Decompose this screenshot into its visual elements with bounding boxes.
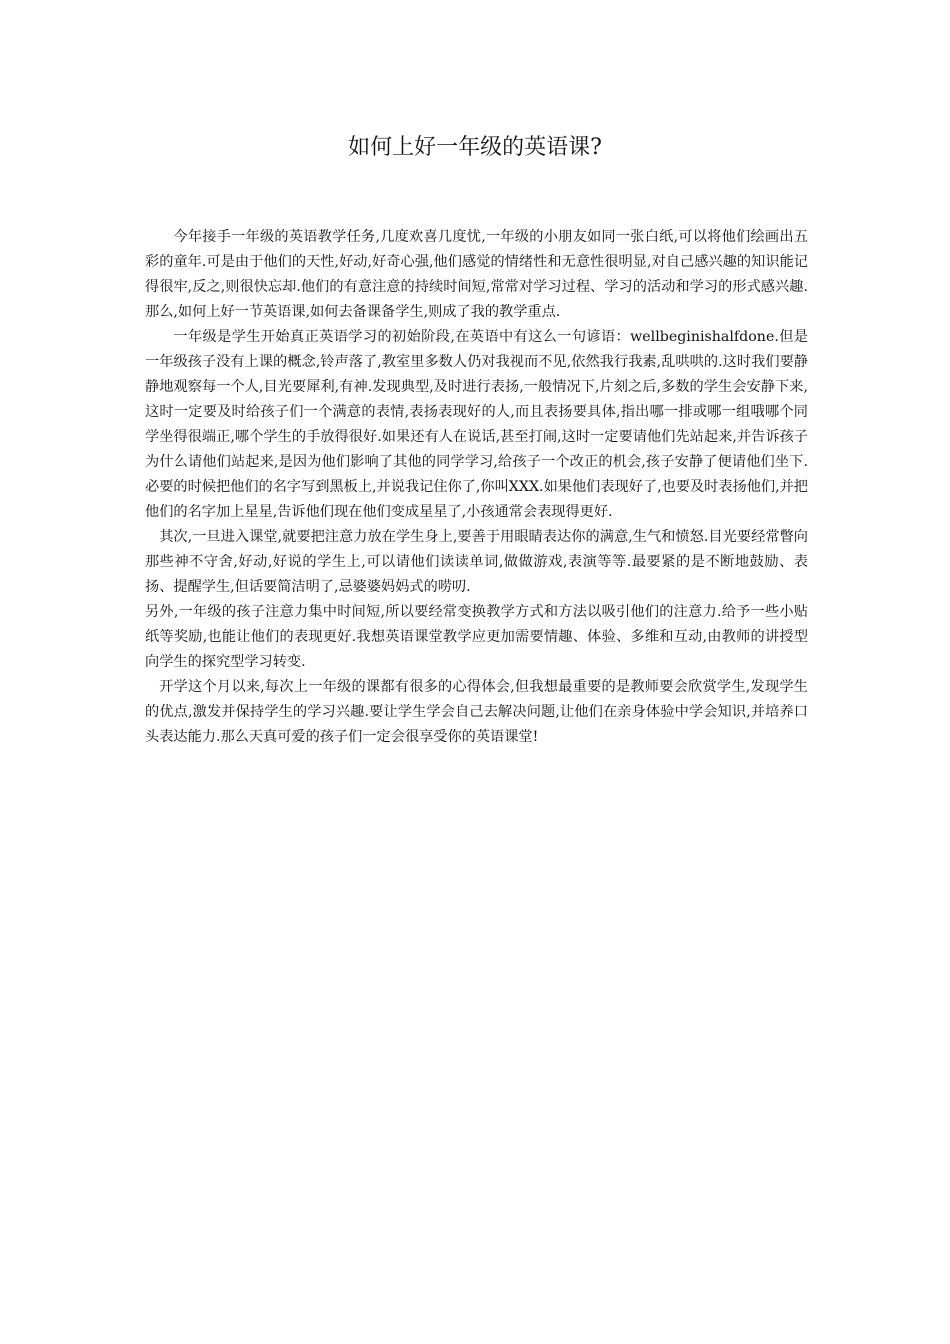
paragraph-teaching-methods: 另外,一年级的孩子注意力集中时间短,所以要经常变换教学方式和方法以吸引他们的注意力.给予一些小贴纸等奖励,也能让他们的表现更好.我想英语课堂教学应更加需要情趣、体验、多维和互动,由教师的讲授型向学生的探究型学习转变. <box>145 604 808 670</box>
document-body <box>145 225 808 750</box>
paragraph-intro: 今年接手一年级的英语教学任务,几度欢喜几度忧,一年级的小朋友如同一张白纸,可以将他们绘画出五彩的童年.可是由于他们的天性,好动,好奇心强,他们感觉的情绪性和无意性很明显,对自己感兴趣的知识能记得很牢,反之,则很快忘却.他们的有意注意的持续时间短,常常对学习过程、学习的活动和学习的形式感兴趣.那么,如何上好一节英语课,如何去备课备学生,则成了我的教学重点. <box>145 229 808 320</box>
document-title: 如何上好一年级的英语课? <box>348 135 602 160</box>
paragraph-classroom-discipline: 一年级是学生开始真正英语学习的初始阶段,在英语中有这么一句谚语：wellbeginishalfdone.但是一年级孩子没有上课的概念,铃声落了,教室里多数人仍对我视而不见,依然我行我素,乱哄哄的.这时我们要静静地观察每一个人,目光要犀利,有神.发现典型,及时进行表扬,一般情况下,片刻之后,多数的学生会安静下来,这时一定要及时给孩子们一个满意的表情,表扬表现好的人,而且表扬要具体,指出哪一排或哪一组哦哪个同学坐得很端正,哪个学生的手放得很好.如果还有人在说话,甚至打闹,这时一定要请他们先站起来,并告诉孩子为什么请他们站起来,是因为他们影响了其他的同学学习,给孩子一个改正的机会,孩子安静了便请他们坐下.必要的时候把他们的名字写到黑板上,并说我记住你了,你叫XXX.如果他们表现好了,也要及时表扬他们,并把他们的名字加上星星,告诉他们现在他们变成星星了,小孩通常会表现得更好. <box>145 329 808 520</box>
paragraph-conclusion: 开学这个月以来,每次上一年级的课都有很多的心得体会,但我想最重要的是教师要会欣赏学生,发现学生的优点,激发并保持学生的学习兴趣.要让学生学会自己去解决问题,让他们在亲身体验中学会知识,并培养口头表达能力.那么天真可爱的孩子们一定会很享受你的英语课堂! <box>145 679 808 745</box>
paragraph-attention: 其次,一旦进入课堂,就要把注意力放在学生身上,要善于用眼睛表达你的满意,生气和愤怒.目光要经常瞥向那些神不守舍,好动,好说的学生上,可以请他们读读单词,做做游戏,表演等等.最要紧的是不断地鼓励、表扬、提醒学生,但话要简洁明了,忌婆婆妈妈式的唠叨. <box>145 529 808 595</box>
